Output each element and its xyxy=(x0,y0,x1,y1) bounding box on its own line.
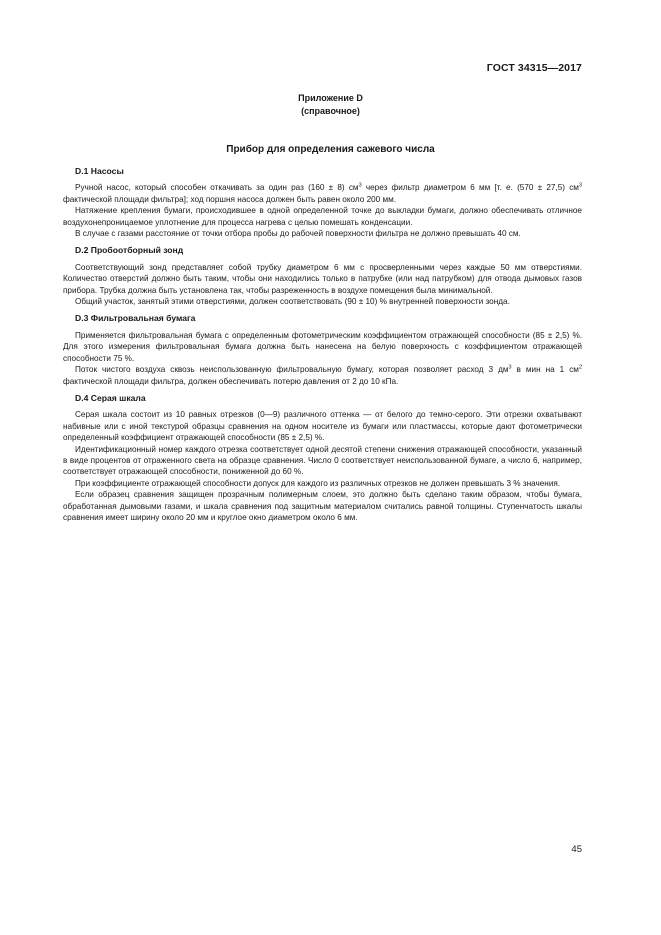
text-run: Ручной насос, который способен откачивать за один раз (160 ± 8) см xyxy=(75,183,359,193)
paragraph xyxy=(63,182,582,205)
paragraph: Если образец сравнения защищен прозрачным полимерным слоем, это должно быть сделано таким образом, чтобы бумага, обработанная дымовыми газами, и шкала сравнения под защитным материалом считались равной толщины. Ступенчатость шкалы сравнения имеет ширину около 20 мм и круглое окно диаметром около 6 мм. xyxy=(63,490,582,522)
section-gray-scale xyxy=(63,393,582,523)
section-probe xyxy=(63,245,582,307)
paragraph: Идентификационный номер каждого отрезка соответствует одной десятой степени снижения отражающей способности, указанный в виде процентов от отраженного света на образце сравнения. Число 0 соответствует неиспользованной бумаге, а число 6, например, соответствует отражающей способности, пониженной до 60 %. xyxy=(63,444,582,477)
paragraph xyxy=(63,364,582,387)
appendix-header xyxy=(0,92,661,117)
paragraph: Натяжение крепления бумаги, происходившее в одной определенной точке до выкладки бумаги, должно обеспечивать отличное воздухонепроницаемое уплотнение для процесса нагрева с целью помешать конденсации. xyxy=(63,206,582,227)
appendix-label: Приложение D xyxy=(298,93,363,103)
text-run: через фильтр диаметром 6 мм [т. е. (570 ± 27,5) см xyxy=(361,183,579,193)
page-title: Прибор для определения сажевого числа xyxy=(226,144,435,155)
text-run: фактической площади фильтра]; ход поршня насоса должен быть равен около 200 мм. xyxy=(63,194,397,204)
superscript: 3 xyxy=(508,364,512,371)
section-pumps xyxy=(63,166,582,239)
section-heading: D.3 Фильтровальная бумага xyxy=(75,313,196,324)
superscript: 3 xyxy=(358,182,362,189)
text-run: в мин на 1 см xyxy=(511,365,579,375)
paragraph: При коэффициенте отражающей способности допуск для каждого из различных отрезков не должен превышать 3 % значения. xyxy=(75,478,561,488)
paragraph: Серая шкала состоит из 10 равных отрезков (0—9) различного оттенка — от белого до темно-серого. Эти отрезки охватывают набивные или с иной текстурой образцы сравнения на одном носителе из бумаги или пластмассы, которые дают фотометрически определенный коэффициент отражающей способности (85 ± 2,5) %. xyxy=(63,410,582,443)
text-run: Поток чистого воздуха сквозь неиспользованную фильтровальную бумагу, которая позволяет расход 3 дм xyxy=(75,365,509,375)
section-filter-paper xyxy=(63,313,582,386)
section-heading: D.1 Насосы xyxy=(75,166,124,176)
paragraph: Общий участок, занятый этими отверстиями, должен соответствовать (90 ± 10) % внутренней поверхности зонда. xyxy=(75,297,510,307)
paragraph: В случае с газами расстояние от точки отбора пробы до рабочей поверхности фильтра не должно превышать 40 см. xyxy=(75,229,521,239)
superscript: 3 xyxy=(578,182,582,189)
document-body xyxy=(63,166,582,529)
document-code: ГОСТ 34315—2017 xyxy=(486,62,582,74)
paragraph: Соответствующий зонд представляет собой трубку диаметром 6 мм с просверленными через каждые 50 мм отверстиями. Количество отверстий должно быть таким, чтобы они находились только в патрубке (или над патрубком) для отвода дымовых газов прибора. Трубка должна быть установлена так, чтобы разреженность в воздухе помещения была минимальной. xyxy=(63,262,582,295)
section-heading: D.4 Серая шкала xyxy=(75,392,146,403)
page-number: 45 xyxy=(571,844,582,855)
paragraph: Применяется фильтровальная бумага с определенным фотометрическим коэффициентом отражающей способности (85 ± 2,5) %. Для этого измерения фильтровальная бумага должна быть нанесена на белую поверхность с коэффициентом отражающей способности 75 %. xyxy=(63,330,582,363)
appendix-status: (справочное) xyxy=(301,105,360,116)
text-run: фактической площади фильтра, должен обеспечивать потерю давления от 2 до 10 кПа. xyxy=(63,376,399,386)
section-heading: D.2 Пробоотборный зонд xyxy=(75,245,184,256)
superscript: 2 xyxy=(578,364,582,371)
